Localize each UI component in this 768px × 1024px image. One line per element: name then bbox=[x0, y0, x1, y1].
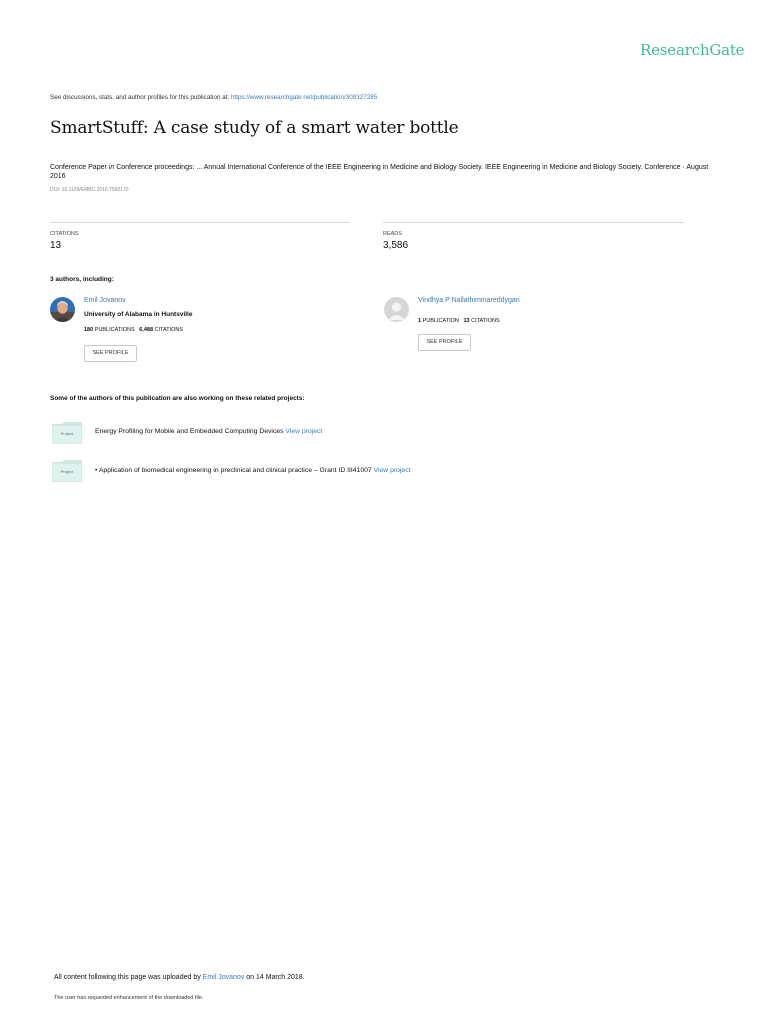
paper-venue: Conference proceedings: ... Annual International Conference of the IEEE Engineering in Medicine and Biology Society. IEEE Engineering in Medicine and Biology Society. Conference · August 2016 bbox=[50, 164, 709, 180]
author-photo-icon bbox=[50, 297, 75, 322]
citations-label: CITATIONS bbox=[154, 327, 184, 333]
project-folder-icon[interactable] bbox=[52, 460, 82, 482]
avatar[interactable] bbox=[384, 297, 409, 322]
publications-count: 1 bbox=[418, 318, 422, 324]
view-project-link[interactable]: View project bbox=[285, 428, 323, 435]
author-institution[interactable]: University of Alabama in Huntsville bbox=[84, 311, 193, 318]
paper-type: Conference Paper bbox=[50, 164, 107, 171]
discussion-line bbox=[50, 94, 377, 101]
view-project-link[interactable]: View project bbox=[373, 467, 411, 474]
citations-count: 6,488 bbox=[139, 327, 154, 333]
project-item bbox=[95, 467, 410, 474]
authors-heading: 3 authors, including: bbox=[50, 276, 114, 283]
publications-label: PUBLICATIONS bbox=[94, 327, 135, 333]
citations-value: 13 bbox=[50, 240, 62, 251]
citations-label: CITATIONS bbox=[50, 231, 79, 237]
divider-citations bbox=[50, 222, 350, 223]
citations-count: 13 bbox=[463, 318, 470, 324]
publications-count: 180 bbox=[84, 327, 94, 333]
see-profile-button[interactable]: SEE PROFILE bbox=[418, 334, 471, 351]
project-folder-icon[interactable] bbox=[52, 422, 82, 444]
paper-doi: DOI: 10.1109/EMBC.2016.7592170 bbox=[50, 187, 129, 193]
upload-note bbox=[54, 974, 305, 981]
project-icon-label: Project bbox=[60, 469, 74, 474]
publication-url-link[interactable]: https://www.researchgate.net/publication/309327285 bbox=[230, 94, 378, 101]
project-icon-label: Project bbox=[60, 431, 74, 436]
projects-heading: Some of the authors of this publication are also working on these related projects: bbox=[50, 395, 305, 402]
upload-prefix: All content following this page was uploaded by bbox=[54, 974, 203, 981]
enhancement-note: The user has requested enhancement of the downloaded file. bbox=[54, 995, 204, 1001]
in-word: in bbox=[108, 164, 115, 171]
upload-suffix: on 14 March 2018. bbox=[244, 974, 305, 981]
researchgate-logo[interactable]: ResearchGate bbox=[640, 41, 745, 59]
reads-value: 3,586 bbox=[383, 240, 409, 251]
author-name-link[interactable]: Vindhya P Nallathimmareddygari bbox=[418, 297, 520, 304]
citations-label: CITATIONS bbox=[471, 318, 500, 324]
project-title: Energy Profiling for Mobile and Embedded Computing Devices bbox=[95, 428, 284, 435]
uploader-link[interactable]: Emil Jovanov bbox=[202, 974, 245, 981]
avatar[interactable] bbox=[50, 297, 75, 322]
publication-meta bbox=[50, 164, 720, 181]
project-title: • Application of biomedical engineering in preclinical and clinical practice – Grant ID III41007 bbox=[95, 467, 372, 474]
discussion-prefix: See discussions, stats, and author profiles for this publication at: bbox=[50, 94, 231, 101]
author-name-link[interactable]: Emil Jovanov bbox=[84, 297, 126, 304]
default-avatar-icon bbox=[384, 297, 409, 322]
author-stats bbox=[418, 318, 500, 324]
divider-reads bbox=[383, 222, 684, 223]
project-item bbox=[95, 428, 322, 435]
page-title: SmartStuff: A case study of a smart water bottle bbox=[50, 118, 459, 138]
author-stats bbox=[84, 327, 183, 333]
reads-label: READS bbox=[383, 231, 402, 237]
publications-label: PUBLICATION bbox=[422, 318, 459, 324]
see-profile-button[interactable]: SEE PROFILE bbox=[84, 345, 137, 362]
